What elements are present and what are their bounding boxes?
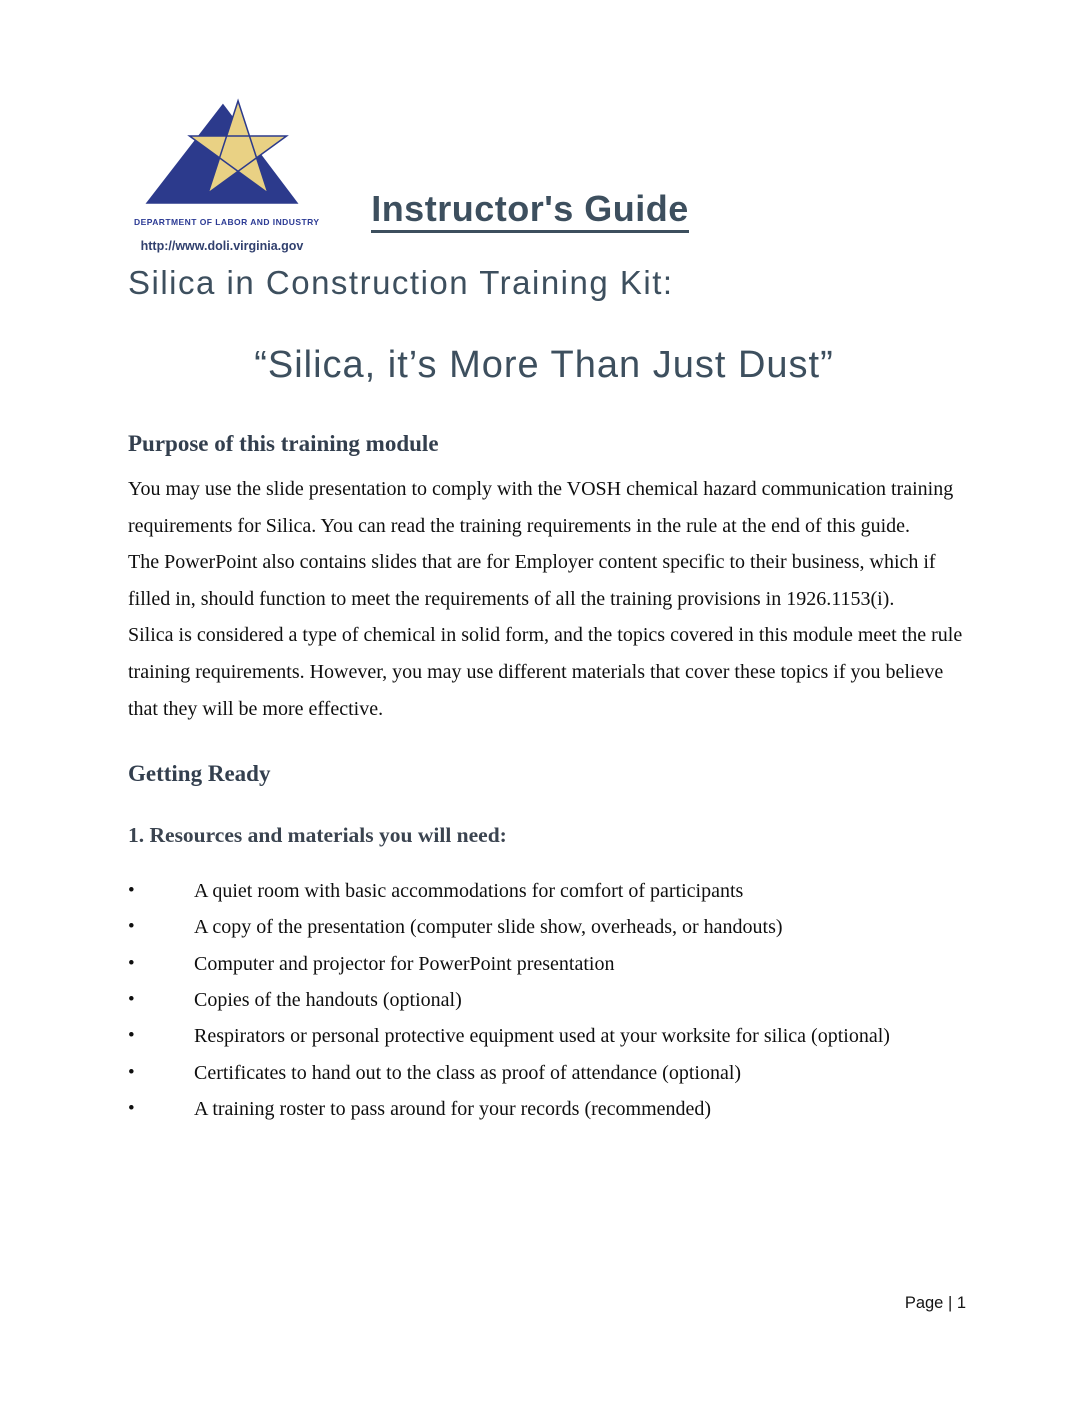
list-item: • Copies of the handouts (optional) bbox=[128, 982, 970, 1018]
kit-title: Silica in Construction Training Kit: bbox=[128, 264, 674, 301]
list-item: • A quiet room with basic accommodations for comfort of participants bbox=[128, 873, 970, 909]
getting-ready-heading: Getting Ready bbox=[128, 761, 271, 787]
page-number: Page | 1 bbox=[904, 1294, 966, 1312]
purpose-paragraph-3: Silica is considered a type of chemical in solid form, and the topics covered in this module meet the rule training requirements. However, you may use different materials that cover these topics if you believe that they will be more effective. bbox=[128, 624, 963, 720]
doc-title-text: Instructor's Guide bbox=[371, 188, 689, 233]
list-item: • Computer and projector for PowerPoint presentation bbox=[128, 946, 970, 982]
resources-list bbox=[128, 873, 970, 1127]
purpose-paragraph-1: You may use the slide presentation to comply with the VOSH chemical hazard communication training requirements for Silica. You can read the training requirements in the rule at the end of this guide. bbox=[128, 478, 954, 537]
resources-heading: 1. Resources and materials you will need: bbox=[128, 823, 507, 848]
list-item: • A copy of the presentation (computer slide show, overheads, or handouts) bbox=[128, 909, 970, 945]
kit-tagline: “Silica, it’s More Than Just Dust” bbox=[254, 344, 834, 386]
list-item: • Certificates to hand out to the class as proof of attendance (optional) bbox=[128, 1055, 970, 1091]
logo-org-name: DEPARTMENT OF LABOR AND INDUSTRY bbox=[134, 217, 320, 227]
document-body bbox=[128, 430, 970, 1127]
purpose-paragraph-2: The PowerPoint also contains slides that are for Employer content specific to their business, which if filled in, should function to meet the requirements of all the training provisions in 1926.1153(i). bbox=[128, 551, 936, 610]
list-item: • A training roster to pass around for your records (recommended) bbox=[128, 1091, 970, 1127]
logo-url: http://www.doli.virginia.gov bbox=[140, 239, 304, 253]
purpose-heading: Purpose of this training module bbox=[128, 431, 439, 456]
doc-title bbox=[0, 188, 1060, 230]
list-item: • Respirators or personal protective equipment used at your worksite for silica (optional) bbox=[128, 1018, 970, 1054]
